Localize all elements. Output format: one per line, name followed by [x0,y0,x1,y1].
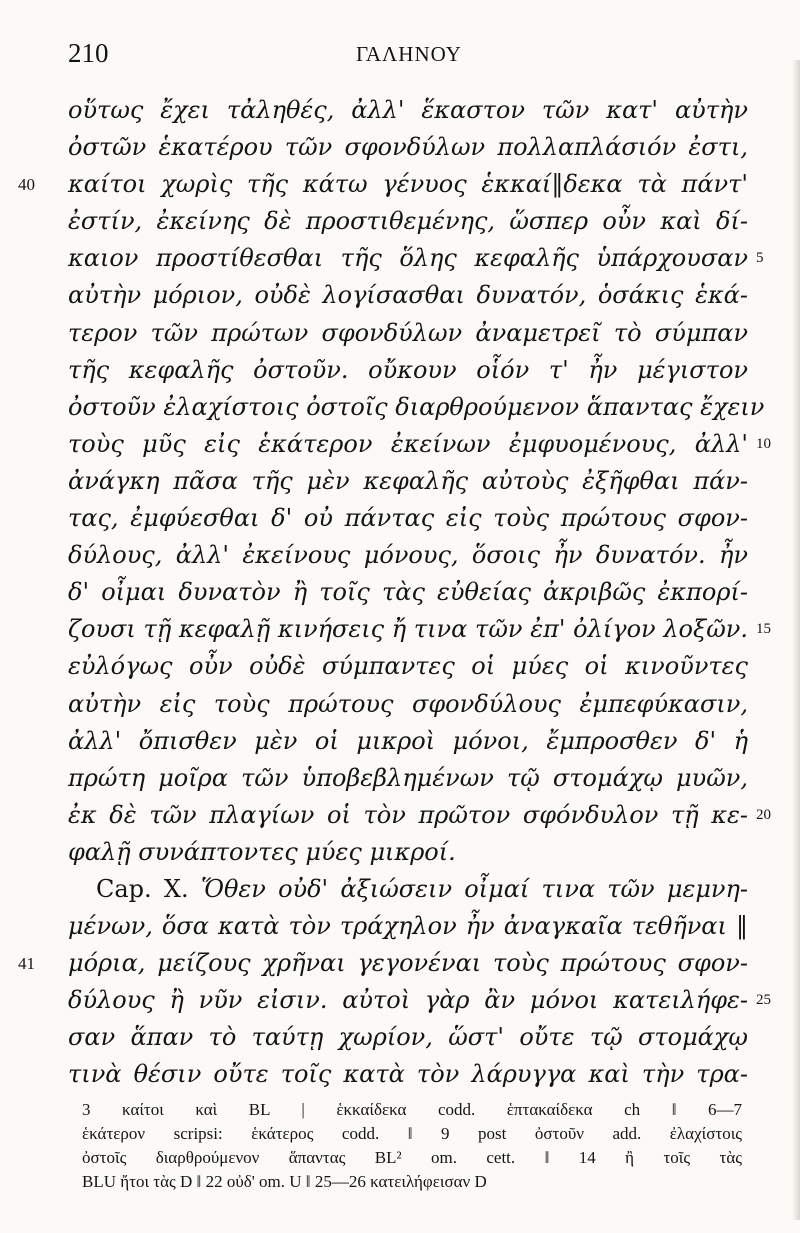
apparatus-line: ἑκάτερον scripsi: ἑκάτερος codd. ‖ 9 post ὀστοῦν add. ἐλαχίστοις [82,1124,742,1143]
text-line: σαν ἅπαν τὸ ταύτῃ χωρίον, ὥστ' οὔτε τῷ στομάχῳ [68,1023,748,1052]
text-line: οὕτως ἔχει τἀληθές, ἀλλ' ἕκαστον τῶν κατ' αὐτὴν [68,96,748,124]
text-line: τερον τῶν πρώτων σφονδύλων ἀναμετρεῖ τὸ σύμπαν [68,318,748,347]
text-line: εὐλόγως οὖν οὐδὲ σύμπαντες οἱ μύες οἱ κινοῦντες [68,652,748,681]
left-margin-number: 41 [18,954,35,974]
line-number: 15 [756,621,771,638]
text-line: τοὺς μῦς εἰς ἑκάτερον ἐκείνων ἐμφυομένους, ἀλλ' 10 [68,426,748,463]
running-title: ΓΑΛΗΝΟΥ [356,42,462,66]
page-header [0,38,800,78]
text-line: καιον προστίθεσθαι τῆς ὅλης κεφαλῆς ὑπάρχουσαν 5 [68,240,748,277]
text-line: δύλους, ἀλλ' ἐκείνους μόνους, ὅσοις ἦν δυνατόν. ἦν [68,541,748,570]
text-line: τινὰ θέσιν οὔτε τοῖς κατὰ τὸν λάρυγγα καὶ τὴν τρα- [68,1060,748,1089]
text-line: ἀλλ' ὄπισθεν μὲν οἱ μικροὶ μόνοι, ἔμπροσθεν δ' ἡ [68,726,748,755]
text-line: ἀνάγκη πᾶσα τῆς μὲν κεφαλῆς αὐτοὺς ἐξῆφθαι πάν- [68,466,748,495]
text-line: αὐτὴν μόριον, οὐδὲ λογίσασθαι δυνατόν, ὁσάκις ἑκά- [68,281,748,310]
chapter-label: Cap. X. [96,874,189,903]
page-number: 210 [68,38,109,68]
line-number: 10 [756,435,771,452]
text-line: ὀστῶν ἑκατέρου τῶν σφονδύλων πολλαπλάσιόν ἐστι, [68,133,748,162]
text-line: 40 καίτοι χωρὶς τῆς κάτω γένυος ἑκκαί‖δεκα τὰ πάντ' [68,166,748,203]
text-line: πρώτη μοῖρα τῶν ὑποβεβλημένων τῷ στομάχῳ μυῶν, [68,763,748,792]
critical-apparatus [82,1098,742,1194]
line-number: 5 [756,250,764,267]
text-line: 41 μόρια, μείζους χρῆναι γεγονέναι τοὺς πρώτους σφον- [68,945,748,982]
apparatus-line: ὀστοῖς διαρθρούμενον ἅπαντας BL² om. cett. ‖ 14 ἢ τοῖς τὰς [82,1148,742,1167]
text-line: τῆς κεφαλῆς ὀστοῦν. οὔκουν οἷόν τ' ἦν μέγιστον [68,355,748,384]
apparatus-line: 3 καίτοι καὶ BL | ἑκκαίδεκα codd. ἑπτακαίδεκα ch ‖ 6—7 [82,1100,742,1119]
text-line: δύλους ἢ νῦν εἰσιν. αὐτοὶ γὰρ ἂν μόνοι κατειλήφε- 25 [68,982,748,1019]
left-margin-number: 40 [18,175,35,195]
page-edge-shadow [792,60,800,1220]
line-number: 25 [756,992,771,1009]
text-line: δ' οἶμαι δυνατὸν ἢ τοῖς τὰς εὐθείας ἀκριβῶς ἐκπορί- [68,578,748,607]
apparatus-line: BLU ἤτοι τὰς D ‖ 22 οὐδ' om. U ‖ 25—26 κατειλήφεισαν D [82,1172,487,1191]
main-text [18,92,771,1094]
text-line: ἐστίν, ἐκείνης δὲ προστιθεμένης, ὥσπερ οὖν καὶ δί- [68,207,748,236]
text-line: μένων, ὅσα κατὰ τὸν τράχηλον ἦν ἀναγκαῖα τεθῆναι ‖ [68,912,748,941]
text-line: ζουσι τῇ κεφαλῇ κινήσεις ἤ τινα τῶν ἐπ' ὀλίγον λοξῶν. 15 [68,611,748,648]
chapter-line: Cap. X. Ὅθεν οὐδ' ἀξιώσειν οἶμαί τινα τῶν μεμνη- [96,874,748,903]
text-line: ὀστοῦν ἐλαχίστοις ὀστοῖς διαρθρούμενον ἅπαντας ἔχειν [68,392,765,421]
line-number: 20 [756,806,771,823]
text-line: ἐκ δὲ τῶν πλαγίων οἱ τὸν πρῶτον σφόνδυλον τῇ κε- 20 [68,797,748,834]
text-line: φαλῇ συνάπτοντες μύες μικροί. [68,837,456,866]
text-line: τας, ἐμφύεσθαι δ' οὐ πάντας εἰς τοὺς πρώτους σφον- [68,504,748,533]
text-line: αὐτὴν εἰς τοὺς πρώτους σφονδύλους ἐμπεφύκασιν, [68,689,748,718]
